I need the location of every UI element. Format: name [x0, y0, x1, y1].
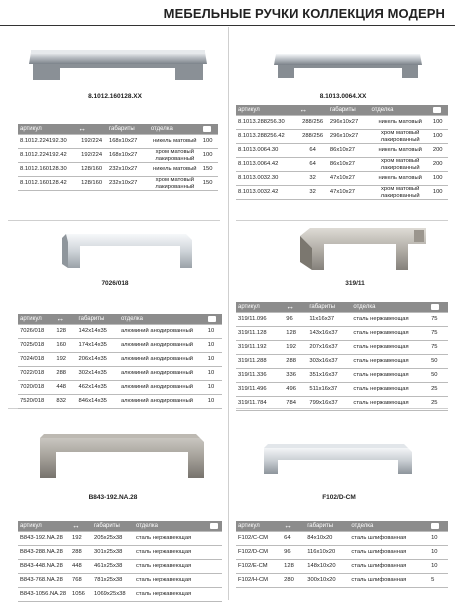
handle-image	[272, 48, 424, 84]
product-code: 8.1012.160128.XX	[88, 93, 142, 100]
double-arrow-icon: ↔	[56, 313, 65, 323]
table-row: 7022/018 288 302x14x35 алюминий анодированный 10	[18, 367, 222, 381]
package-icon	[208, 316, 216, 322]
table-row: 319/11.288 288 303x16x37 сталь нержавеющая 50	[236, 355, 448, 369]
col-finish: отделка	[149, 124, 201, 135]
product-code: 8.1013.0064.XX	[319, 93, 367, 100]
product-code: F102/D-CM	[322, 494, 356, 501]
table-row: B843-288.NA.28 288 301x25x38 сталь нержавеющая	[18, 546, 222, 560]
table-row: B843-192.NA.28 192 205x25x38 сталь нержавеющая	[18, 532, 222, 546]
spec-table: артикул ↔ габариты отделка B843-192.NA.28 192 205x25x38 сталь нержавеющая B843-288.NA.28 288 301x25x38 сталь нержавеющая B843-448.NA.28 448 461x25x38 сталь нержавеющая B843-768.NA.28 768 781x25x38 сталь нержавеющая B843-1056.NA.28 1056 1069x25x38 сталь нержавеющая	[18, 521, 222, 602]
handle-image	[36, 428, 208, 484]
package-icon	[203, 126, 211, 132]
handle-image	[258, 440, 418, 480]
spec-table: артикул ↔ габариты отделка 8.1013.288256.30 288/256 296x10x27 никель матовый 100 8.1013.288256.42 288/256 296x10x27 хром матовый лакированный 100 8.1013.0064.30 64 86x10x27 никель матовый 200 8.1013.0064.42 64 86x10x27 хром матовый лакированный 200 8.1013.0032.30 32 47x10x27 никель матовый 100 8.1013.0032.42 32 47x10x27 хром матовый лакированный 100	[236, 105, 448, 200]
spec-table: артикул ↔ габариты отделка 319/11.096 96 11x16x37 сталь нержавеющая 75 319/11.128 128 143x16x37 сталь нержавеющая 75 319/11.192 192 207x16x37 сталь нержавеющая 75 319/11.288 288 303x16x37 сталь нержавеющая 50 319/11.336 336 351x16x37 сталь нержавеющая 50 319/11.496 496 511x16x37 сталь нержавеющая 25 319/11.784 784 799x16x37 сталь нержавеющая 25	[236, 302, 448, 411]
double-arrow-icon: ↔	[286, 301, 295, 311]
header-rule	[0, 25, 455, 26]
package-icon	[431, 304, 439, 310]
product-code: 319/11	[345, 280, 365, 287]
double-arrow-icon: ↔	[72, 520, 80, 530]
table-row: 8.1013.288256.30 288/256 296x10x27 никель матовый 100	[236, 116, 448, 130]
table-row: 8.1012.160128.30 128/160 232x10x27 никель матовый 150	[18, 163, 218, 177]
table-row: 319/11.192 192 207x16x37 сталь нержавеющая 75	[236, 341, 448, 355]
section-divider	[8, 220, 220, 221]
table-row: 8.1013.0064.42 64 86x10x27 хром матовый лакированный 200	[236, 158, 448, 172]
spec-table: артикул ↔ габариты отделка F102/C-CM 64 84x10x20 сталь шлифованная 10 F102/D-CM 96 116x10x20 сталь шлифованная 10 F102/E-CM 128 148x10x20 сталь шлифованная 10 F102/H-CM 280 300x10x20 сталь шлифованная 5	[236, 521, 448, 588]
handle-image	[288, 222, 430, 278]
table-row: 319/11.784 784 799x16x37 сталь нержавеющая 25	[236, 397, 448, 411]
col-article: артикул	[18, 124, 76, 135]
product-code: B843-192.NA.28	[88, 494, 138, 501]
double-arrow-icon: ↔	[299, 104, 308, 114]
package-icon	[433, 107, 441, 113]
product-code: 7026/018	[101, 280, 129, 287]
table-row: 7020/018 448 462x14x35 алюминий анодированный 10	[18, 381, 222, 395]
table-row: 8.1012.160128.42 128/160 232x10x27 хром матовый лакированный 150	[18, 177, 218, 191]
package-icon	[210, 523, 218, 529]
page-title: МЕБЕЛЬНЫЕ РУЧКИ КОЛЛЕКЦИЯ МОДЕРН	[163, 6, 445, 21]
column-divider	[228, 27, 229, 600]
table-row: 319/11.128 128 143x16x37 сталь нержавеющая 75	[236, 327, 448, 341]
table-row: 8.1013.0032.42 32 47x10x27 хром матовый лакированный 100	[236, 186, 448, 200]
table-row: B843-1056.NA.28 1056 1069x25x38 сталь нержавеющая	[18, 588, 222, 602]
table-row: 319/11.096 96 11x16x37 сталь нержавеющая 75	[236, 313, 448, 327]
table-row: 7026/018 128 142x14x35 алюминий анодированный 10	[18, 325, 222, 339]
table-row: F102/E-CM 128 148x10x20 сталь шлифованная 10	[236, 560, 448, 574]
table-row: B843-448.NA.28 448 461x25x38 сталь нержавеющая	[18, 560, 222, 574]
spec-table: артикул ↔ габариты отделка 7026/018 128 142x14x35 алюминий анодированный 10 7025/018 160 174x14x35 алюминий анодированный 10 7024/018 192 206x14x35 алюминий анодированный 10 7022/018 288 302x14x35 алюминий анодированный 10 7020/018 448 462x14x35 алюминий анодированный 10 7520/018 832 846x14x35 алюминий анодированный 10	[18, 314, 222, 409]
handle-image	[58, 228, 198, 274]
table-row: 7024/018 192 206x14x35 алюминий анодированный 10	[18, 353, 222, 367]
table-row: 319/11.336 336 351x16x37 сталь нержавеющая 50	[236, 369, 448, 383]
table-row: B843-768.NA.28 768 781x25x38 сталь нержавеющая	[18, 574, 222, 588]
double-arrow-icon: ↔	[78, 123, 87, 133]
table-row: F102/C-CM 64 84x10x20 сталь шлифованная 10	[236, 532, 448, 546]
handle-image	[25, 42, 211, 88]
table-row: 8.1012.224192.30 192/224 168x10x27 никель матовый 100	[18, 135, 218, 149]
package-icon	[431, 523, 439, 529]
table-row: F102/D-CM 96 116x10x20 сталь шлифованная 10	[236, 546, 448, 560]
table-row: 8.1013.288256.42 288/256 296x10x27 хром матовый лакированный 100	[236, 130, 448, 144]
col-dims: габариты	[107, 124, 149, 135]
table-row: 8.1013.0064.30 64 86x10x27 никель матовый 200	[236, 144, 448, 158]
table-row: F102/H-CM 280 300x10x20 сталь шлифованная 5	[236, 574, 448, 588]
table-row: 8.1013.0032.30 32 47x10x27 никель матовый 100	[236, 172, 448, 186]
table-row: 8.1012.224192.42 192/224 168x10x27 хром матовый лакированный 100	[18, 149, 218, 163]
double-arrow-icon: ↔	[284, 520, 293, 530]
table-row: 7025/018 160 174x14x35 алюминий анодированный 10	[18, 339, 222, 353]
table-row: 319/11.496 496 511x16x37 сталь нержавеющая 25	[236, 383, 448, 397]
spec-table	[18, 124, 218, 191]
section-divider	[236, 220, 448, 221]
page-header	[0, 0, 455, 26]
table-row: 7520/018 832 846x14x35 алюминий анодированный 10	[18, 395, 222, 409]
